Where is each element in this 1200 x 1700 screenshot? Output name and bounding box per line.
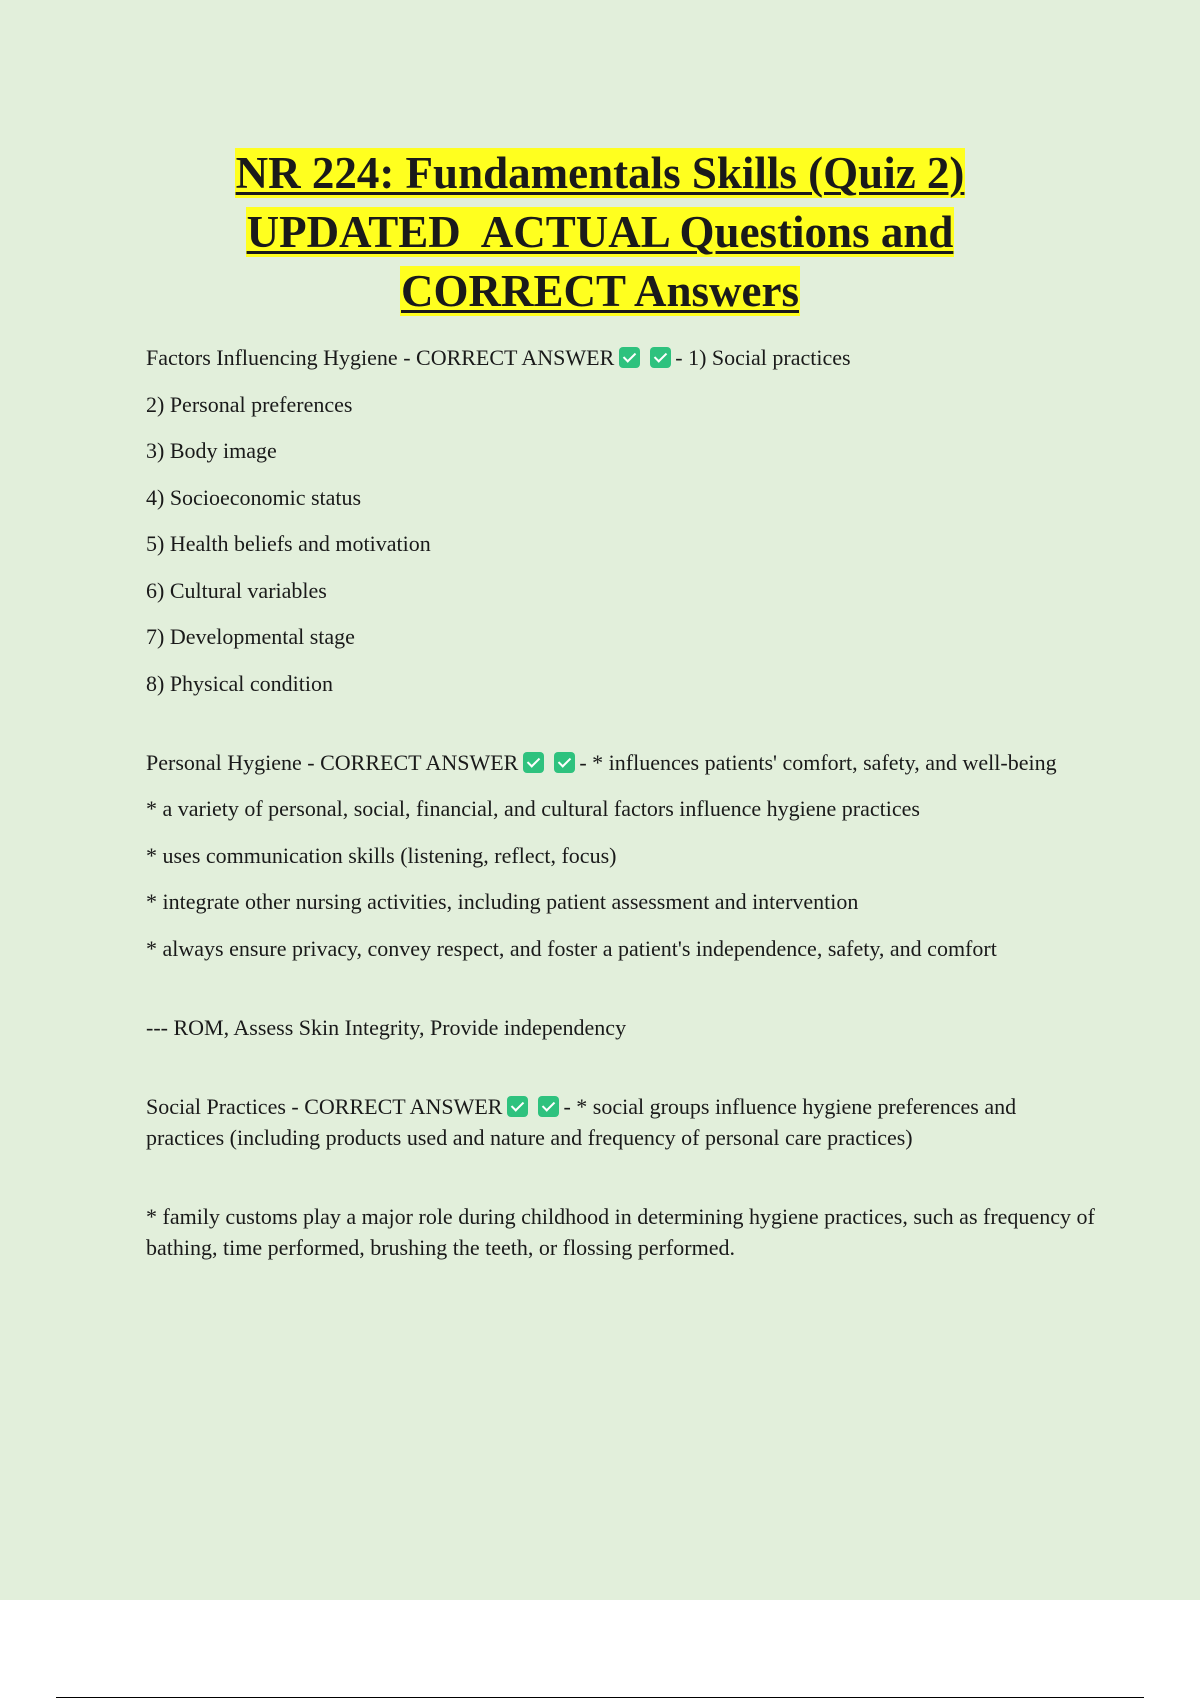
document-body bbox=[146, 342, 1096, 1278]
qa1-header bbox=[146, 342, 1096, 373]
list-item: 6) Cultural variables bbox=[146, 577, 327, 603]
qa3-answer-start: - * social groups influence hygiene preferences and practices (including products used and nature and frequency of personal care practices) bbox=[146, 1093, 1017, 1150]
title-line-1: NR 224: Fundamentals Skills (Quiz 2) bbox=[235, 148, 965, 198]
list-item: 5) Health beliefs and motivation bbox=[146, 531, 431, 556]
qa2-question: Personal Hygiene - CORRECT ANSWER bbox=[146, 749, 519, 775]
list-item: * always ensure privacy, convey respect, and foster a patient's independence, safety, and comfort bbox=[146, 935, 997, 961]
qa2-note: --- ROM, Assess Skin Integrity, Provide independency bbox=[146, 1014, 627, 1040]
qa3-extra: * family customs play a major role during childhood in determining hygiene practices, such as frequency of bathing, time performed, brushing the teeth, or flossing performed. bbox=[146, 1203, 1095, 1260]
title-line-2: UPDATED ACTUAL Questions and bbox=[246, 207, 954, 257]
list-item: 4) Socioeconomic status bbox=[146, 484, 362, 510]
list-item: * a variety of personal, social, financial, and cultural factors influence hygiene practices bbox=[146, 796, 920, 821]
check-icon bbox=[523, 752, 544, 773]
list-item: * uses communication skills (listening, reflect, focus) bbox=[146, 842, 617, 868]
qa2-answer-start: - * influences patients' comfort, safety, and well-being bbox=[579, 749, 1057, 775]
check-icon bbox=[538, 1096, 559, 1117]
qa3-question: Social Practices - CORRECT ANSWER bbox=[146, 1093, 503, 1119]
document-title bbox=[0, 144, 1200, 321]
list-item: * integrate other nursing activities, including patient assessment and intervention bbox=[146, 889, 859, 914]
title-line-3: CORRECT Answers bbox=[401, 266, 799, 316]
footer-divider bbox=[56, 1697, 1144, 1698]
qa1-answer-start: - 1) Social practices bbox=[675, 345, 851, 370]
check-icon bbox=[507, 1096, 528, 1117]
qa3-header bbox=[146, 1091, 1096, 1153]
check-icon bbox=[554, 752, 575, 773]
check-icon bbox=[650, 347, 671, 368]
list-item: 8) Physical condition bbox=[146, 670, 333, 696]
qa1-question: Factors Influencing Hygiene - CORRECT ANSWER bbox=[146, 345, 615, 370]
list-item: 7) Developmental stage bbox=[146, 624, 355, 649]
list-item: 2) Personal preferences bbox=[146, 391, 353, 417]
qa2-header bbox=[146, 747, 1096, 778]
list-item: 3) Body image bbox=[146, 438, 277, 463]
check-icon bbox=[619, 347, 640, 368]
